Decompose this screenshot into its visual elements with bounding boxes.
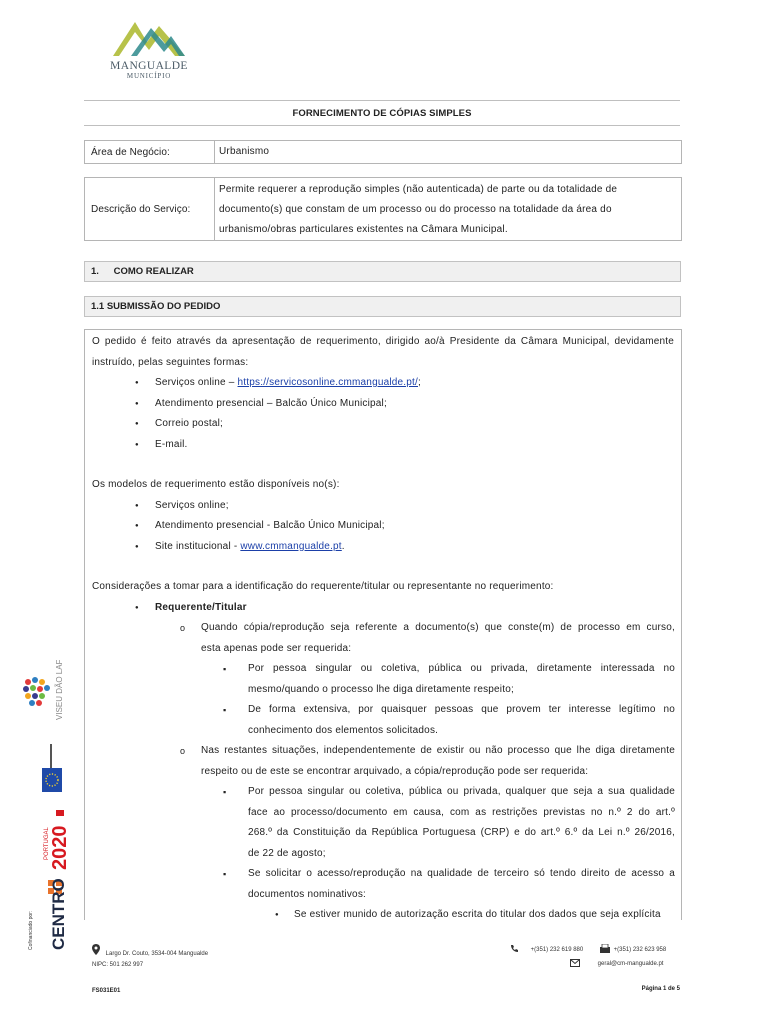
fax-text: +(351) 232 623 958 bbox=[613, 947, 667, 954]
requester-cases-list bbox=[85, 618, 681, 926]
service-description-line: documento(s) que constam de um processo ou do processo na totalidade da área do bbox=[219, 204, 612, 215]
list-item bbox=[85, 537, 681, 558]
list-item-text: . bbox=[341, 540, 345, 552]
list-item: ● Atendimento presencial - Balcão Único Municipal; bbox=[85, 516, 681, 537]
document-title: FORNECIMENTO DE CÓPIAS SIMPLES bbox=[292, 108, 472, 119]
mountain-logo-icon bbox=[109, 16, 189, 58]
case-text: o Nas restantes situações, independentemente de existir ou não processo que lhe diga diretamente bbox=[201, 745, 675, 756]
subitem bbox=[201, 700, 675, 741]
list-item: ● Serviços online; bbox=[85, 496, 681, 517]
service-description-box bbox=[84, 177, 682, 241]
title-rule bbox=[84, 125, 680, 126]
service-description-label: Descrição do Serviço: bbox=[85, 178, 215, 240]
service-description-line: urbanismo/obras particulares existentes na Câmara Municipal. bbox=[219, 224, 508, 235]
dao-lafoes-text: VISEU DÃO LAFÕES bbox=[55, 660, 64, 720]
case-subitems bbox=[201, 659, 675, 741]
subitem-text: face ao processo/documento em causa, com as restrições previstas no n.º 2 do art.º bbox=[248, 806, 675, 818]
models-intro: Os modelos de requerimento estão disponíveis no(s): bbox=[92, 479, 340, 490]
list-item-text: Site institucional - bbox=[155, 540, 241, 552]
institutional-site-link[interactable]: www.cmmangualde.pt bbox=[240, 540, 342, 552]
document-code: FS031E01 bbox=[92, 988, 121, 994]
eu-flag-icon bbox=[42, 768, 62, 792]
online-services-link[interactable]: https://servicosonline.cmmangualde.pt/ bbox=[237, 377, 418, 388]
nipc-text: NIPC: 501 262 997 bbox=[92, 962, 144, 968]
subitem-text: documentos nominativos: bbox=[248, 888, 366, 900]
subitem bbox=[201, 659, 675, 700]
envelope-icon bbox=[570, 958, 580, 969]
fax-icon bbox=[600, 944, 610, 955]
subitem-text: de 22 de agosto; bbox=[248, 847, 326, 859]
cofinanced-text: Cofinanciado por: bbox=[28, 910, 34, 950]
case-text: o Quando cópia/reprodução seja referente a documento(s) que conste(m) de processo em curso, bbox=[201, 622, 675, 633]
phone-icon bbox=[510, 944, 519, 955]
subsection-title: 1.1 SUBMISSÃO DO PEDIDO bbox=[91, 301, 221, 312]
requester-list bbox=[85, 598, 681, 619]
subitem-text: conhecimento dos elementos solicitados. bbox=[248, 724, 439, 736]
subitem bbox=[201, 782, 675, 864]
centro-text: CENTRO bbox=[49, 878, 68, 950]
phone-text: +(351) 232 619 880 bbox=[530, 947, 584, 954]
considerations-text: Considerações a tomar para a identificação do requerente/titular ou representante no requerimento: bbox=[92, 581, 554, 592]
case-item bbox=[85, 618, 681, 741]
address-text: Largo Dr. Couto, 3534-004 Mangualde bbox=[105, 951, 209, 958]
list-item-text: Serviços online – bbox=[155, 377, 238, 388]
subitem-text: 268.º da Constituição da República Portuguesa (CRP) e do art.º 6.º da Lei n.º 26/2016, bbox=[248, 827, 675, 838]
case-text: respeito ou de este se encontrar arquivado, a cópia/reprodução pode ser requerida: bbox=[201, 765, 589, 777]
service-description-line: Permite requerer a reprodução simples (não autenticada) de parte ou da totalidade de bbox=[219, 184, 618, 195]
email-block bbox=[570, 958, 663, 969]
business-area-value: Urbanismo bbox=[219, 146, 270, 157]
phone-block bbox=[510, 944, 583, 955]
nested-list bbox=[248, 905, 675, 926]
business-area-label: Área de Negócio: bbox=[85, 141, 215, 163]
fax-block bbox=[600, 944, 666, 955]
page-number: Página 1 de 5 bbox=[641, 986, 680, 992]
intro-line: O pedido é feito através da apresentação de requerimento, dirigido ao/à Presidente da Câmara Municipal, devidamente bbox=[92, 336, 674, 347]
intro-line: instruído, pelas seguintes formas: bbox=[92, 356, 249, 368]
case-text: esta apenas pode ser requerida: bbox=[201, 642, 352, 654]
list-item: ● Correio postal; bbox=[85, 414, 681, 435]
case-subitems bbox=[201, 782, 675, 926]
list-item: ● E-mail. bbox=[85, 435, 681, 456]
address-block bbox=[92, 944, 208, 957]
subitem-text: ▪ Se solicitar o acesso/reprodução na qualidade de terceiro só tendo direito de acesso a bbox=[248, 868, 675, 879]
location-pin-icon bbox=[92, 944, 100, 957]
municipality-logo bbox=[104, 16, 194, 92]
case-item bbox=[85, 741, 681, 926]
email-text: geral@cm-mangualde.pt bbox=[597, 961, 664, 968]
subitem-text: ▪ De forma extensiva, por quaisquer pessoas que provem ter interesse legítimo no bbox=[248, 704, 675, 715]
list-item bbox=[85, 373, 681, 394]
cofinancing-sidebar bbox=[18, 660, 72, 950]
list-item: ● Atendimento presencial – Balcão Único Municipal; bbox=[85, 394, 681, 415]
section-number: 1. bbox=[91, 266, 99, 277]
municipality-subtitle: MUNICÍPIO bbox=[126, 72, 172, 80]
requester-heading: ● Requerente/Titular bbox=[85, 598, 681, 619]
section-submissao bbox=[84, 296, 681, 317]
content-box bbox=[84, 329, 682, 920]
nested-item: ● Se estiver munido de autorização escrita do titular dos dados que seja explícita bbox=[248, 905, 675, 926]
top-rule bbox=[84, 100, 680, 101]
business-area-box bbox=[84, 140, 682, 164]
subitem-text: ▪ Por pessoa singular ou coletiva, pública ou privada, diretamente interessada no bbox=[248, 663, 675, 674]
list-item-text: ; bbox=[418, 377, 421, 388]
subitem-text: ▪ Por pessoa singular ou coletiva, pública ou privada, qualquer que seja a sua qualidade bbox=[248, 786, 675, 797]
models-list bbox=[85, 496, 681, 558]
municipality-name: MANGUALDE bbox=[110, 60, 188, 72]
subitem bbox=[201, 864, 675, 926]
dao-lafoes-logo-icon bbox=[23, 677, 50, 706]
portugal-text: PORTUGAL bbox=[44, 827, 50, 860]
subitem-text: mesmo/quando o processo lhe diga diretamente respeito; bbox=[248, 683, 514, 695]
section-title: COMO REALIZAR bbox=[113, 266, 194, 277]
submission-forms-list bbox=[85, 373, 681, 455]
portugal-2020-year: 2020 bbox=[49, 825, 71, 870]
section-como-realizar bbox=[84, 261, 681, 282]
